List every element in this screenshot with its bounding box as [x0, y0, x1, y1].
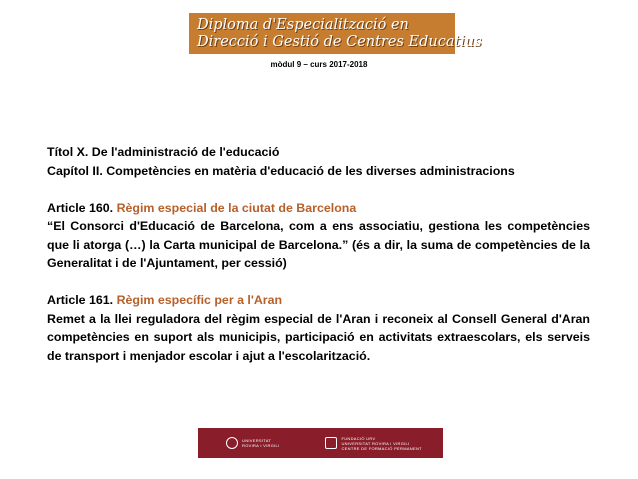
- article-160-heading: [47, 199, 590, 218]
- fundacio-urv-logo: [279, 436, 421, 451]
- urv-logo-line-1: UNIVERSITAT: [242, 438, 272, 443]
- urv-logo-icon: [226, 437, 238, 449]
- fundacio-logo-line-3: CENTRE DE FORMACIÓ PERMANENT: [341, 445, 422, 451]
- banner-line-1: Diploma d'Especialització en: [197, 16, 409, 33]
- course-label: mòdul 9 – curs 2017-2018: [270, 60, 368, 69]
- slide-content: [47, 143, 590, 365]
- urv-logo-line-2: ROVIRA I VIRGILI: [242, 443, 280, 448]
- chapter-line: Capítol II. Competències en matèria d'educació de les diverses administracions: [47, 163, 515, 178]
- banner-line-2: Direcció i Gestió de Centres Educatius: [197, 33, 482, 50]
- title-line: Títol X. De l'administració de l'educació: [47, 145, 280, 159]
- article-161-text: Remet a la llei reguladora del règim especial de l'Aran i reconeix al Consell General d'Aran competències en suport als municipis, participació en activitats extraescolars, els serveis de transport i menjador escolar i ajut a l'escolarització.: [47, 311, 590, 363]
- footer-logos: [198, 428, 443, 458]
- article-161-heading: [47, 291, 590, 310]
- article-160-text: “El Consorci d'Educació de Barcelona, com a ens associatiu, gestiona les competències que li atorga (…) la Carta municipal de Barcelona.” (és a dir, la suma de competències de la Generalitat i de l'Ajuntament, per cessió): [47, 219, 590, 270]
- article-160-title: Règim especial de la ciutat de Barcelona: [116, 200, 357, 215]
- fundacio-logo-line-1: FUNDACIÓ URV: [341, 435, 376, 441]
- article-161-prefix: Article 161.: [47, 293, 117, 307]
- article-160-prefix: Article 160.: [47, 200, 117, 215]
- fundacio-logo-line-2: UNIVERSITAT ROVIRA I VIRGILI: [341, 440, 410, 446]
- urv-logo: [198, 437, 279, 449]
- fundacio-logo-icon: [325, 437, 337, 449]
- diploma-banner: [189, 13, 482, 54]
- article-161-title: Règim específic per a l'Aran: [116, 293, 283, 307]
